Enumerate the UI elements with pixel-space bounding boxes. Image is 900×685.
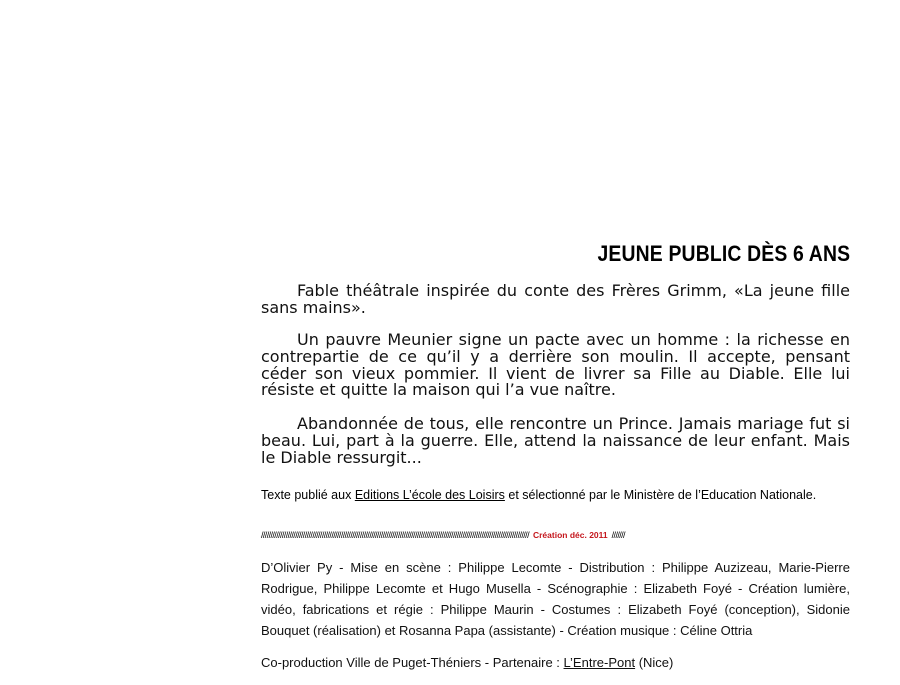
coproduction-suffix: (Nice) xyxy=(635,655,674,670)
credits-paragraph: D’Olivier Py - Mise en scène : Philippe Lecomte - Distribution : Philippe Auzizeau, Marie-Pierre Rodrigue, Philippe Lecomte et Hugo Musella - Scénographie : Elizabeth Foyé - Création lumière, vidéo, fabrications et régie : Philippe Maurin - Costumes : Elizabeth Foyé (conception), Sidonie Bouquet (réalisation) et Rosanna Papa (assistante) - Création musique : Céline Ottria xyxy=(261,560,850,638)
partner-link[interactable]: L’Entre-Pont xyxy=(563,655,636,670)
story-paragraph-1: Un pauvre Meunier signe un pacte avec un homme : la richesse en contrepartie de ce qu’il y a derrière son moulin. Il accepte, pensant céder son vieux pommier. Il vient de livrer sa Fille au Diable. Elle lui résiste et quitte la maison qui l’a vue naître. xyxy=(261,330,850,400)
publication-suffix: et sélectionné par le Ministère de l’Education Nationale. xyxy=(504,488,817,502)
divider-slashes-left: ///////////////////////////////////////////////////////////////////////////////////////////////////////////////////////////////////////////// xyxy=(261,530,529,540)
audience-heading: JEUNE PUBLIC DÈS 6 ANS xyxy=(597,241,850,266)
story-paragraph-2: Abandonnée de tous, elle rencontre un Prince. Jamais mariage fut si beau. Lui, part à la guerre. Elle, attend la naissance de leur enfant. Mais le Diable ressurgit... xyxy=(261,414,850,467)
publisher-link[interactable]: Editions L’école des Loisirs xyxy=(354,488,505,502)
coproduction-note xyxy=(261,655,673,670)
intro-paragraph: Fable théâtrale inspirée du conte des Frères Grimm, «La jeune fille sans mains». xyxy=(261,281,850,317)
publication-prefix: Texte publié aux xyxy=(261,488,355,502)
divider-slashes-right: /////// xyxy=(611,530,625,540)
creation-divider xyxy=(261,530,850,540)
creation-date: Création déc. 2011 xyxy=(532,530,608,540)
publication-note xyxy=(261,488,816,502)
coproduction-prefix: Co-production Ville de Puget-Théniers - Partenaire : xyxy=(261,655,564,670)
